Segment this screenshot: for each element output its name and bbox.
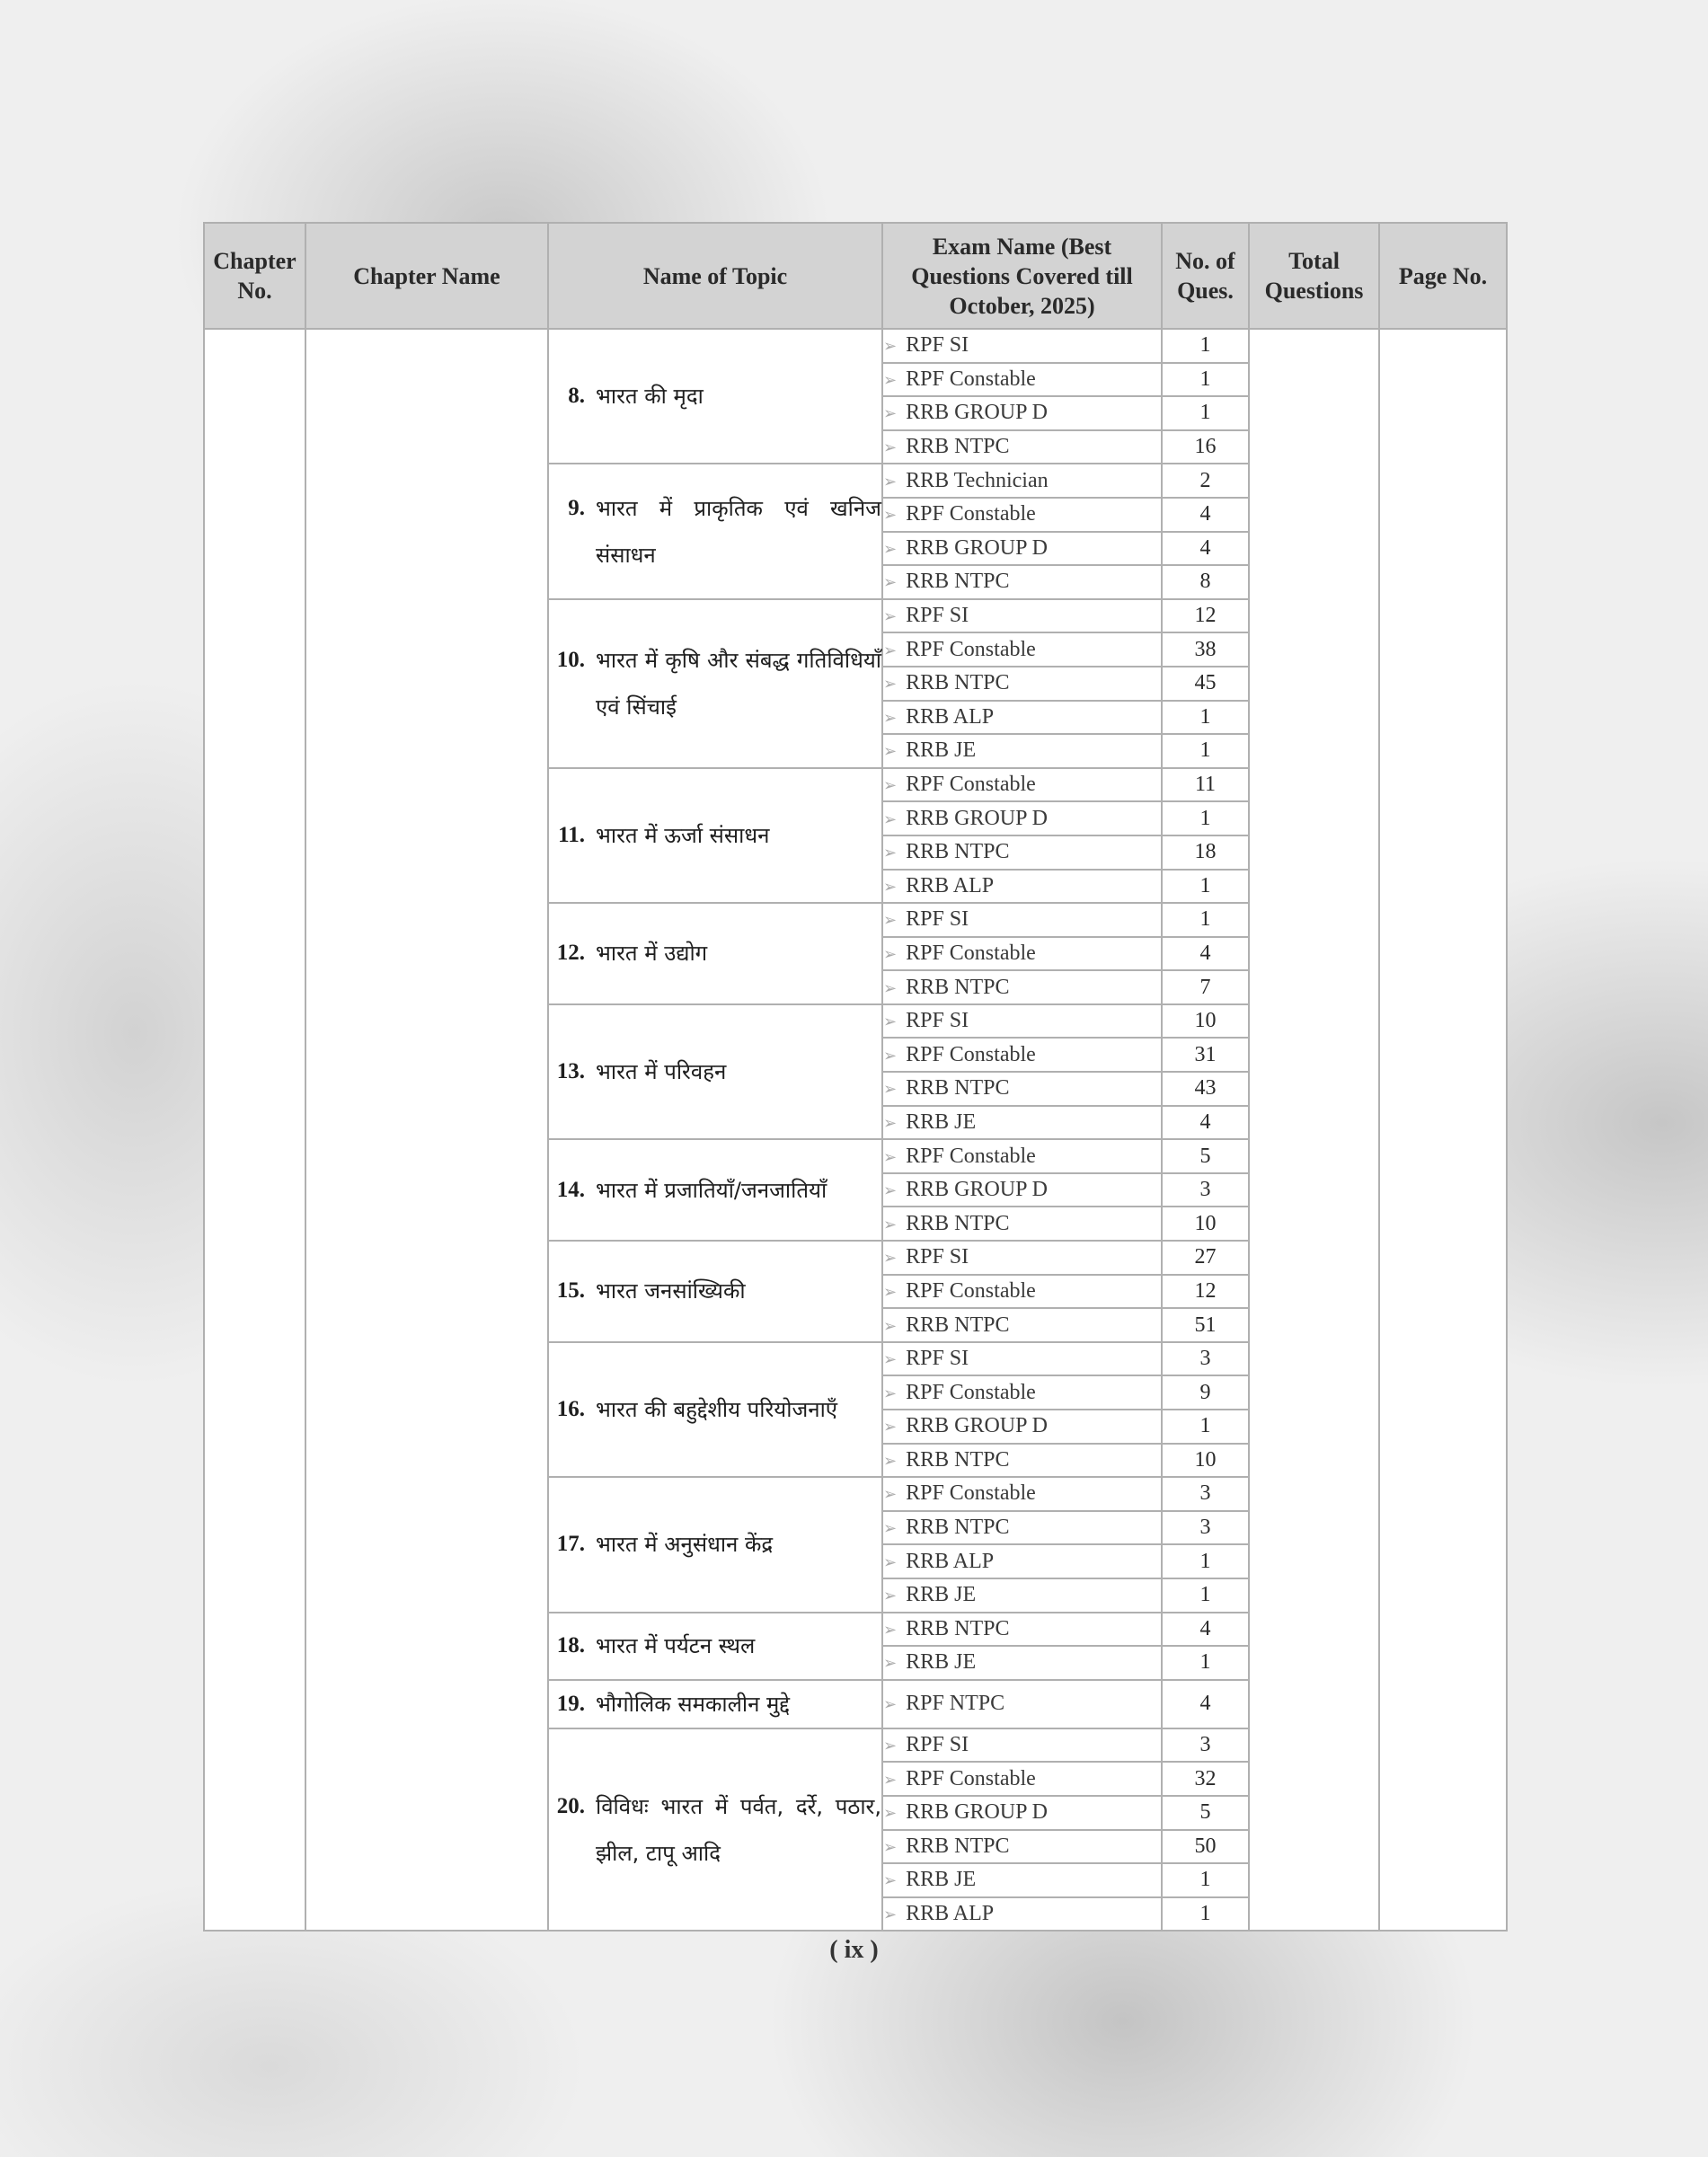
exam-name: RPF NTPC [906, 1692, 1005, 1716]
arrow-bullet-icon: ➢ [883, 742, 898, 762]
question-count: 43 [1162, 1072, 1249, 1106]
exam-cell [882, 1173, 1162, 1207]
question-count: 10 [1162, 1444, 1249, 1478]
topic-number: 11. [558, 822, 585, 847]
arrow-bullet-icon: ➢ [883, 1587, 898, 1606]
exam-cell [882, 1038, 1162, 1072]
exam-name: RRB GROUP D [906, 1414, 1048, 1438]
exam-cell [882, 632, 1162, 667]
table-row [204, 329, 1507, 363]
topic-title: भारत में पर्यटन स्थल [596, 1633, 756, 1659]
arrow-bullet-icon: ➢ [883, 438, 898, 458]
header-topic: Name of Topic [548, 223, 882, 329]
arrow-bullet-icon: ➢ [883, 506, 898, 526]
exam-cell [882, 1544, 1162, 1578]
question-count: 1 [1162, 1863, 1249, 1897]
exam-name: RRB JE [906, 1583, 977, 1607]
question-count: 5 [1162, 1139, 1249, 1173]
question-count: 3 [1162, 1173, 1249, 1207]
question-count: 1 [1162, 1410, 1249, 1444]
question-count: 4 [1162, 937, 1249, 971]
arrow-bullet-icon: ➢ [883, 1837, 898, 1857]
exam-cell [882, 734, 1162, 768]
arrow-bullet-icon: ➢ [883, 1383, 898, 1403]
arrow-bullet-icon: ➢ [883, 1249, 898, 1269]
exam-cell [882, 1207, 1162, 1241]
exam-cell [882, 835, 1162, 870]
topic-cell [548, 1728, 882, 1932]
arrow-bullet-icon: ➢ [883, 1181, 898, 1201]
exam-name: RPF SI [906, 1733, 969, 1757]
exam-name: RRB NTPC [906, 975, 1010, 999]
exam-cell [882, 870, 1162, 904]
topic-cell [548, 1139, 882, 1241]
exam-name: RPF Constable [906, 1042, 1036, 1066]
exam-cell [882, 1578, 1162, 1613]
question-count: 1 [1162, 734, 1249, 768]
topic-title: भारत में प्रजातियाँ/जनजातियाँ [596, 1177, 827, 1203]
question-count: 1 [1162, 1897, 1249, 1932]
question-count: 1 [1162, 870, 1249, 904]
arrow-bullet-icon: ➢ [883, 472, 898, 491]
exam-name: RPF SI [906, 333, 969, 358]
page-number: ( ix ) [829, 1936, 879, 1964]
topic-cell [548, 768, 882, 903]
question-count: 1 [1162, 396, 1249, 430]
question-count: 9 [1162, 1375, 1249, 1410]
topic-cell [548, 1004, 882, 1139]
arrow-bullet-icon: ➢ [883, 1046, 898, 1065]
question-count: 10 [1162, 1207, 1249, 1241]
exam-cell [882, 1444, 1162, 1478]
exam-cell [882, 1342, 1162, 1376]
exam-name: RRB ALP [906, 1902, 995, 1926]
arrow-bullet-icon: ➢ [883, 337, 898, 357]
question-count: 16 [1162, 430, 1249, 464]
arrow-bullet-icon: ➢ [883, 809, 898, 829]
exam-cell [882, 1275, 1162, 1309]
exam-name: RPF SI [906, 1009, 969, 1033]
header-ques: No. of Ques. [1162, 223, 1249, 329]
exam-cell [882, 1410, 1162, 1444]
topic-number: 15. [556, 1278, 585, 1304]
chapter-no-cell [204, 329, 305, 1931]
exam-name: RRB NTPC [906, 671, 1010, 695]
topic-title: भारत की मृदा [596, 384, 704, 410]
arrow-bullet-icon: ➢ [883, 1080, 898, 1100]
arrow-bullet-icon: ➢ [883, 573, 898, 593]
topic-cell [548, 329, 882, 464]
question-count: 1 [1162, 903, 1249, 937]
contents-table [203, 222, 1508, 1932]
arrow-bullet-icon: ➢ [883, 1552, 898, 1572]
exam-name: RRB NTPC [906, 435, 1010, 459]
topic-title: भारत की बहुद्देशीय परियोजनाएँ [596, 1397, 838, 1422]
question-count: 7 [1162, 970, 1249, 1004]
question-count: 1 [1162, 329, 1249, 363]
question-count: 3 [1162, 1511, 1249, 1545]
exam-cell [882, 464, 1162, 498]
topic-title: भारत में प्राकृतिक एवं खनिज संसाधन [596, 495, 881, 568]
question-count: 50 [1162, 1830, 1249, 1864]
question-count: 1 [1162, 363, 1249, 397]
exam-name: RRB GROUP D [906, 535, 1048, 560]
exam-name: RRB JE [906, 1109, 977, 1134]
exam-name: RPF Constable [906, 773, 1036, 797]
exam-cell [882, 430, 1162, 464]
question-count: 1 [1162, 701, 1249, 735]
exam-name: RPF Constable [906, 1144, 1036, 1168]
exam-cell [882, 1646, 1162, 1680]
arrow-bullet-icon: ➢ [883, 539, 898, 559]
exam-cell [882, 1680, 1162, 1728]
exam-cell [882, 1241, 1162, 1275]
topic-cell [548, 1241, 882, 1342]
exam-cell [882, 701, 1162, 735]
exam-cell [882, 532, 1162, 566]
arrow-bullet-icon: ➢ [883, 708, 898, 728]
arrow-bullet-icon: ➢ [883, 944, 898, 964]
exam-cell [882, 903, 1162, 937]
exam-name: RPF Constable [906, 1481, 1036, 1506]
topic-title: भारत में उद्योग [596, 941, 708, 967]
arrow-bullet-icon: ➢ [883, 877, 898, 897]
question-count: 12 [1162, 1275, 1249, 1309]
question-count: 4 [1162, 498, 1249, 532]
arrow-bullet-icon: ➢ [883, 675, 898, 694]
question-count: 2 [1162, 464, 1249, 498]
topic-title: भारत जनसांख्यिकी [596, 1278, 746, 1304]
arrow-bullet-icon: ➢ [883, 1905, 898, 1925]
question-count: 11 [1162, 768, 1249, 802]
arrow-bullet-icon: ➢ [883, 1350, 898, 1370]
exam-name: RRB JE [906, 738, 977, 763]
exam-name: RRB NTPC [906, 1313, 1010, 1337]
header-row [204, 223, 1507, 329]
question-count: 3 [1162, 1477, 1249, 1511]
arrow-bullet-icon: ➢ [883, 776, 898, 796]
exam-name: RPF Constable [906, 502, 1036, 526]
topic-title: विविधः भारत में पर्वत, दर्रे, पठार, झील, टापू आदि [596, 1793, 881, 1866]
question-count: 1 [1162, 1544, 1249, 1578]
exam-name: RRB NTPC [906, 1076, 1010, 1101]
exam-name: RPF Constable [906, 637, 1036, 661]
exam-name: RPF SI [906, 1347, 969, 1371]
exam-name: RPF SI [906, 604, 969, 628]
header-chapter-no: Chapter No. [204, 223, 305, 329]
topic-cell [548, 1477, 882, 1612]
exam-cell [882, 329, 1162, 363]
exam-cell [882, 565, 1162, 599]
arrow-bullet-icon: ➢ [883, 641, 898, 660]
arrow-bullet-icon: ➢ [883, 1113, 898, 1133]
question-count: 45 [1162, 667, 1249, 701]
question-count: 27 [1162, 1241, 1249, 1275]
exam-name: RPF Constable [906, 941, 1036, 965]
arrow-bullet-icon: ➢ [883, 1316, 898, 1336]
exam-cell [882, 1477, 1162, 1511]
question-count: 1 [1162, 1578, 1249, 1613]
topic-number: 17. [556, 1532, 585, 1557]
exam-cell [882, 667, 1162, 701]
exam-cell [882, 1830, 1162, 1864]
topic-cell [548, 903, 882, 1004]
header-chapter-name: Chapter Name [305, 223, 548, 329]
question-count: 4 [1162, 1106, 1249, 1140]
exam-cell [882, 363, 1162, 397]
exam-name: RRB ALP [906, 704, 995, 729]
question-count: 4 [1162, 532, 1249, 566]
topic-number: 10. [556, 647, 585, 672]
question-count: 10 [1162, 1004, 1249, 1039]
exam-name: RRB ALP [906, 1549, 995, 1573]
arrow-bullet-icon: ➢ [883, 978, 898, 998]
exam-cell [882, 1613, 1162, 1647]
arrow-bullet-icon: ➢ [883, 1147, 898, 1167]
header-page: Page No. [1379, 223, 1507, 329]
exam-name: RRB ALP [906, 873, 995, 897]
exam-cell [882, 1139, 1162, 1173]
question-count: 31 [1162, 1038, 1249, 1072]
question-count: 4 [1162, 1680, 1249, 1728]
exam-cell [882, 599, 1162, 633]
arrow-bullet-icon: ➢ [883, 1012, 898, 1032]
arrow-bullet-icon: ➢ [883, 1282, 898, 1302]
question-count: 3 [1162, 1342, 1249, 1376]
exam-name: RPF SI [906, 907, 969, 932]
topic-cell [548, 1613, 882, 1680]
topic-cell [548, 1342, 882, 1477]
exam-cell [882, 396, 1162, 430]
exam-cell [882, 970, 1162, 1004]
arrow-bullet-icon: ➢ [883, 1737, 898, 1756]
exam-name: RPF Constable [906, 367, 1036, 391]
exam-name: RRB JE [906, 1868, 977, 1892]
exam-name: RRB GROUP D [906, 401, 1048, 425]
exam-name: RPF Constable [906, 1766, 1036, 1790]
exam-cell [882, 801, 1162, 835]
arrow-bullet-icon: ➢ [883, 607, 898, 627]
exam-cell [882, 1511, 1162, 1545]
header-total: Total Questions [1249, 223, 1379, 329]
arrow-bullet-icon: ➢ [883, 1418, 898, 1437]
page-no-cell [1379, 329, 1507, 1931]
topic-number: 13. [556, 1059, 585, 1084]
exam-cell [882, 1308, 1162, 1342]
arrow-bullet-icon: ➢ [883, 911, 898, 931]
exam-cell [882, 1072, 1162, 1106]
exam-name: RRB NTPC [906, 840, 1010, 864]
question-count: 1 [1162, 801, 1249, 835]
question-count: 18 [1162, 835, 1249, 870]
topic-number: 19. [556, 1691, 585, 1716]
topic-number: 8. [568, 384, 585, 409]
exam-name: RRB NTPC [906, 1447, 1010, 1472]
question-count: 8 [1162, 565, 1249, 599]
question-count: 12 [1162, 599, 1249, 633]
exam-name: RRB GROUP D [906, 806, 1048, 830]
topic-title: भारत में ऊर्जा संसाधन [596, 822, 770, 848]
topic-number: 9. [568, 495, 585, 520]
arrow-bullet-icon: ➢ [883, 1485, 898, 1505]
topic-number: 14. [556, 1177, 585, 1202]
arrow-bullet-icon: ➢ [883, 1770, 898, 1790]
exam-cell [882, 498, 1162, 532]
exam-cell [882, 1863, 1162, 1897]
topic-number: 16. [556, 1397, 585, 1421]
arrow-bullet-icon: ➢ [883, 844, 898, 863]
arrow-bullet-icon: ➢ [883, 370, 898, 390]
exam-name: RRB GROUP D [906, 1178, 1048, 1202]
exam-cell [882, 1728, 1162, 1763]
question-count: 3 [1162, 1728, 1249, 1763]
arrow-bullet-icon: ➢ [883, 1871, 898, 1891]
exam-cell [882, 1106, 1162, 1140]
exam-name: RPF SI [906, 1245, 969, 1269]
topic-number: 12. [556, 941, 585, 966]
topic-cell [548, 464, 882, 598]
exam-name: RRB Technician [906, 468, 1049, 492]
table-body [204, 329, 1507, 1931]
topic-number: 18. [556, 1633, 585, 1658]
exam-name: RRB NTPC [906, 1616, 1010, 1640]
exam-name: RPF Constable [906, 1278, 1036, 1303]
total-questions-cell [1249, 329, 1379, 1931]
topic-title: भारत में अनुसंधान केंद्र [596, 1532, 774, 1558]
exam-cell [882, 768, 1162, 802]
exam-name: RRB NTPC [906, 570, 1010, 594]
exam-cell [882, 1762, 1162, 1796]
exam-cell [882, 937, 1162, 971]
header-exam: Exam Name (Best Questions Covered till October, 2025) [882, 223, 1162, 329]
arrow-bullet-icon: ➢ [883, 1519, 898, 1539]
exam-name: RRB NTPC [906, 1516, 1010, 1540]
question-count: 51 [1162, 1308, 1249, 1342]
arrow-bullet-icon: ➢ [883, 404, 898, 424]
question-count: 5 [1162, 1796, 1249, 1830]
topic-cell [548, 1680, 882, 1728]
exam-name: RRB GROUP D [906, 1800, 1048, 1825]
chapter-name-cell [305, 329, 548, 1931]
arrow-bullet-icon: ➢ [883, 1695, 898, 1715]
exam-name: RRB NTPC [906, 1834, 1010, 1858]
topic-title: भारत में कृषि और संबद्ध गतिविधियाँ एवं सिंचाई [596, 647, 881, 720]
topic-cell [548, 599, 882, 768]
exam-name: RPF Constable [906, 1380, 1036, 1404]
question-count: 1 [1162, 1646, 1249, 1680]
arrow-bullet-icon: ➢ [883, 1620, 898, 1640]
topic-number: 20. [556, 1793, 585, 1818]
question-count: 38 [1162, 632, 1249, 667]
exam-cell [882, 1897, 1162, 1932]
exam-cell [882, 1796, 1162, 1830]
question-count: 32 [1162, 1762, 1249, 1796]
topic-title: भौगोलिक समकालीन मुद्दे [596, 1691, 790, 1717]
question-count: 4 [1162, 1613, 1249, 1647]
exam-name: RRB JE [906, 1650, 977, 1675]
exam-cell [882, 1375, 1162, 1410]
arrow-bullet-icon: ➢ [883, 1804, 898, 1824]
exam-name: RRB NTPC [906, 1211, 1010, 1235]
arrow-bullet-icon: ➢ [883, 1215, 898, 1234]
arrow-bullet-icon: ➢ [883, 1451, 898, 1471]
topic-title: भारत में परिवहन [596, 1059, 727, 1085]
arrow-bullet-icon: ➢ [883, 1654, 898, 1674]
exam-cell [882, 1004, 1162, 1039]
